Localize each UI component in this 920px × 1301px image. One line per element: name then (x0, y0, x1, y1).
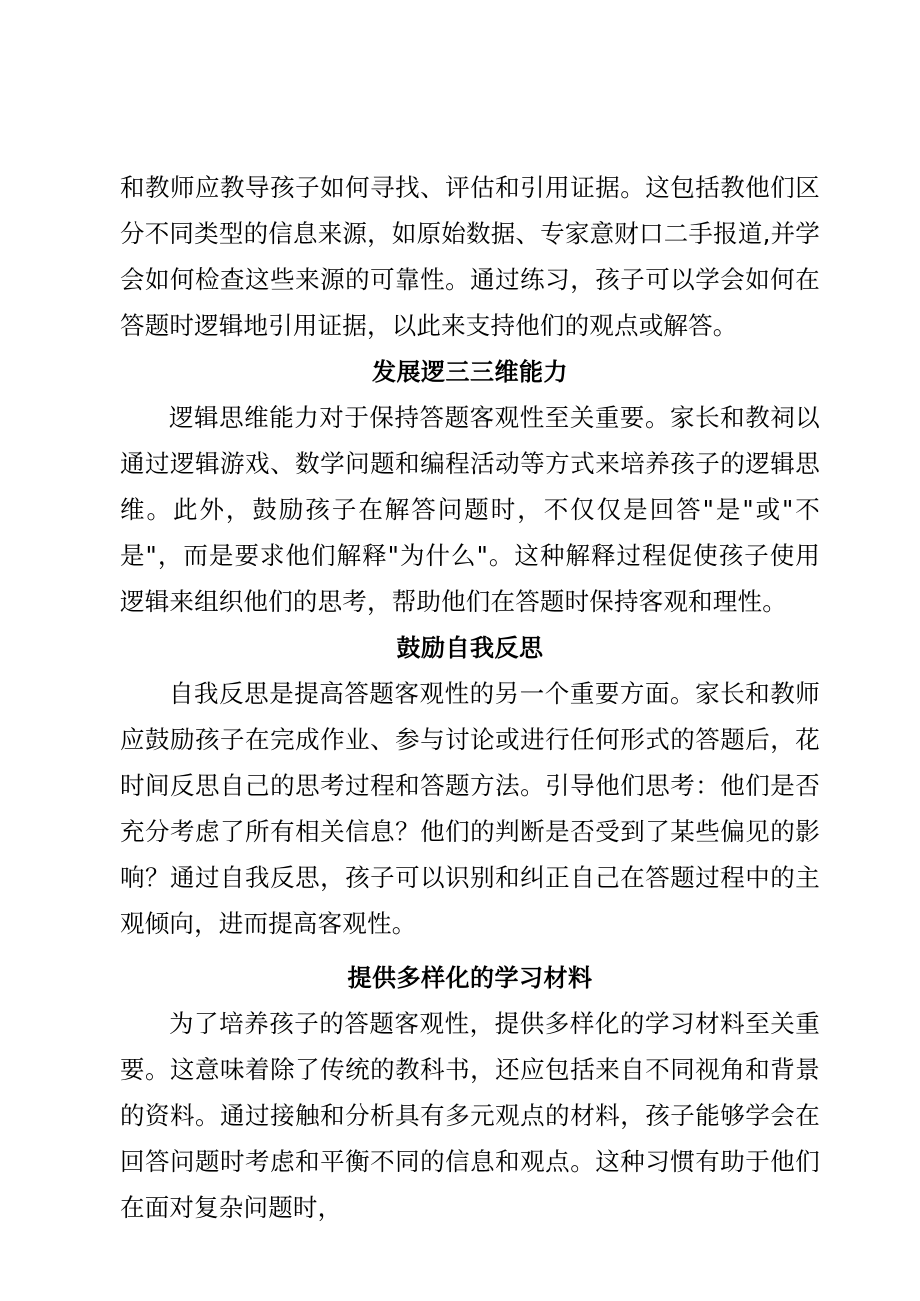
section-heading-materials: 提供多样化的学习材料 (347, 964, 593, 992)
section-paragraph-materials: 为了培养孩子的答题客观性，提供多样化的学习材料至关重要。这意味着除了传统的教科书，还应包括来自不同视角和背景的资料。通过接触和分析具有多元观点的材料，孩子能够学会在回答问题时考虑和平衡不同的信息和观点。这种习惯有助于他们在面对复杂问题时， (120, 1009, 820, 1222)
section-heading-reflection: 鼓励自我反思 (396, 634, 544, 662)
section-paragraph-reflection: 自我反思是提高答题客观性的另一个重要方面。家长和教师应鼓励孩子在完成作业、参与讨论或进行任何形式的答题后，花时间反思自己的思考过程和答题方法。引导他们思考：他们是否充分考虑了所有相关信息？他们的判断是否受到了某些偏见的影响？通过自我反思，孩子可以识别和纠正自己在答题过程中的主观倾向，进而提高客观性。 (120, 679, 820, 938)
section-heading-logic: 发展逻三三维能力 (372, 358, 568, 386)
section-paragraph-logic: 逻辑思维能力对于保持答题客观性至关重要。家长和教祠以通过逻辑游戏、数学问题和编程活动等方式来培养孩子的逻辑思维。此外，鼓励孩子在解答问题时，不仅仅是回答"是"或"不是"，而是要求他们解释"为什么"。这种解释过程促使孩子使用逻辑来组织他们的思考，帮助他们在答题时保持客观和理性。 (120, 403, 820, 616)
document-page (120, 165, 820, 1231)
intro-paragraph: 和教师应教导孩子如何寻找、评估和引用证据。这包括教他们区分不同类型的信息来源，如原始数据、专家意财口二手报道,并学会如何检查这些来源的可靠性。通过练习，孩子可以学会如何在答题时逻辑地引用证据，以此来支持他们的观点或解答。 (120, 173, 820, 340)
